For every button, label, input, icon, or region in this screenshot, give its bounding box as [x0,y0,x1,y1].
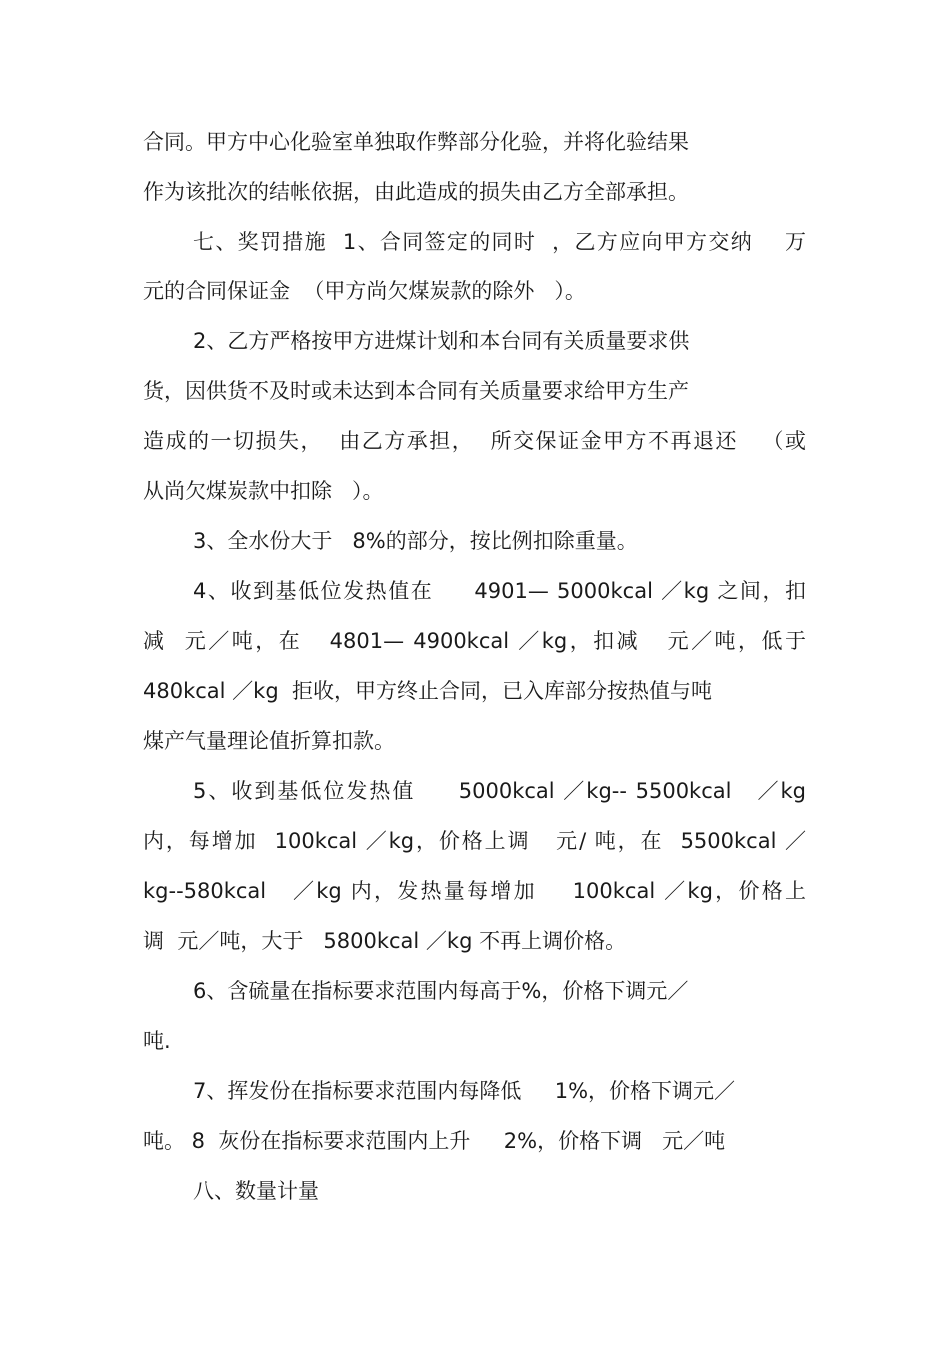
section-heading: 八、数量计量 [193,1179,319,1203]
text-line: 作为该批次的结帐依据，由此造成的损失由乙方全部承担。 [143,180,689,204]
text-line: 从尚欠煤炭款中扣除 ）。 [143,479,384,503]
text-line: 调 元／吨，大于 5800kcal ／kg 不再上调价格。 [143,929,627,953]
text-line: 2、乙方严格按甲方进煤计划和本台同有关质量要求供 [193,329,690,353]
text-line: 吨. [143,1029,171,1053]
text-line: 造成的一切损失， 由乙方承担， 所交保证金甲方不再退还 （或 [143,429,806,453]
text-line: 内，每增加 100kcal ／kg，价格上调 元/ 吨，在 5500kcal ／ [143,829,806,853]
text-line: 3、全水份大于 8%的部分，按比例扣除重量。 [193,529,638,553]
text-line: 4、收到基低位发热值在 4901— 5000kcal ／kg 之间，扣 [193,579,806,603]
text-line: 煤产气量理论值折算扣款。 [143,729,395,753]
text-line: 吨。 8 灰份在指标要求范围内上升 2%，价格下调 元／吨 [143,1129,726,1153]
text-line: 货，因供货不及时或未达到本合同有关质量要求给甲方生产 [143,379,689,403]
text-line: 480kcal ／kg 拒收，甲方终止合同，已入库部分按热值与吨 [143,679,713,703]
text-line: 5、收到基低位发热值 5000kcal ／kg-- 5500kcal ／kg [193,779,806,803]
text-line: 7、挥发份在指标要求范围内每降低 1%，价格下调元／ [193,1079,736,1103]
text-line: kg--580kcal ／kg 内，发热量每增加 100kcal ／kg，价格上 [143,879,806,903]
text-line: 合同。甲方中心化验室单独取作弊部分化验，并将化验结果 [143,130,689,154]
text-line: 七、奖罚措施 1、合同签定的同时 ，乙方应向甲方交纳 万 [193,230,806,254]
text-line: 6、含硫量在指标要求范围内每高于%，价格下调元／ [193,979,689,1003]
text-line: 减 元／吨，在 4801— 4900kcal ／kg，扣减 元／吨，低于 [143,629,806,653]
text-line: 元的合同保证金 （甲方尚欠煤炭款的除外 ）。 [143,279,586,303]
